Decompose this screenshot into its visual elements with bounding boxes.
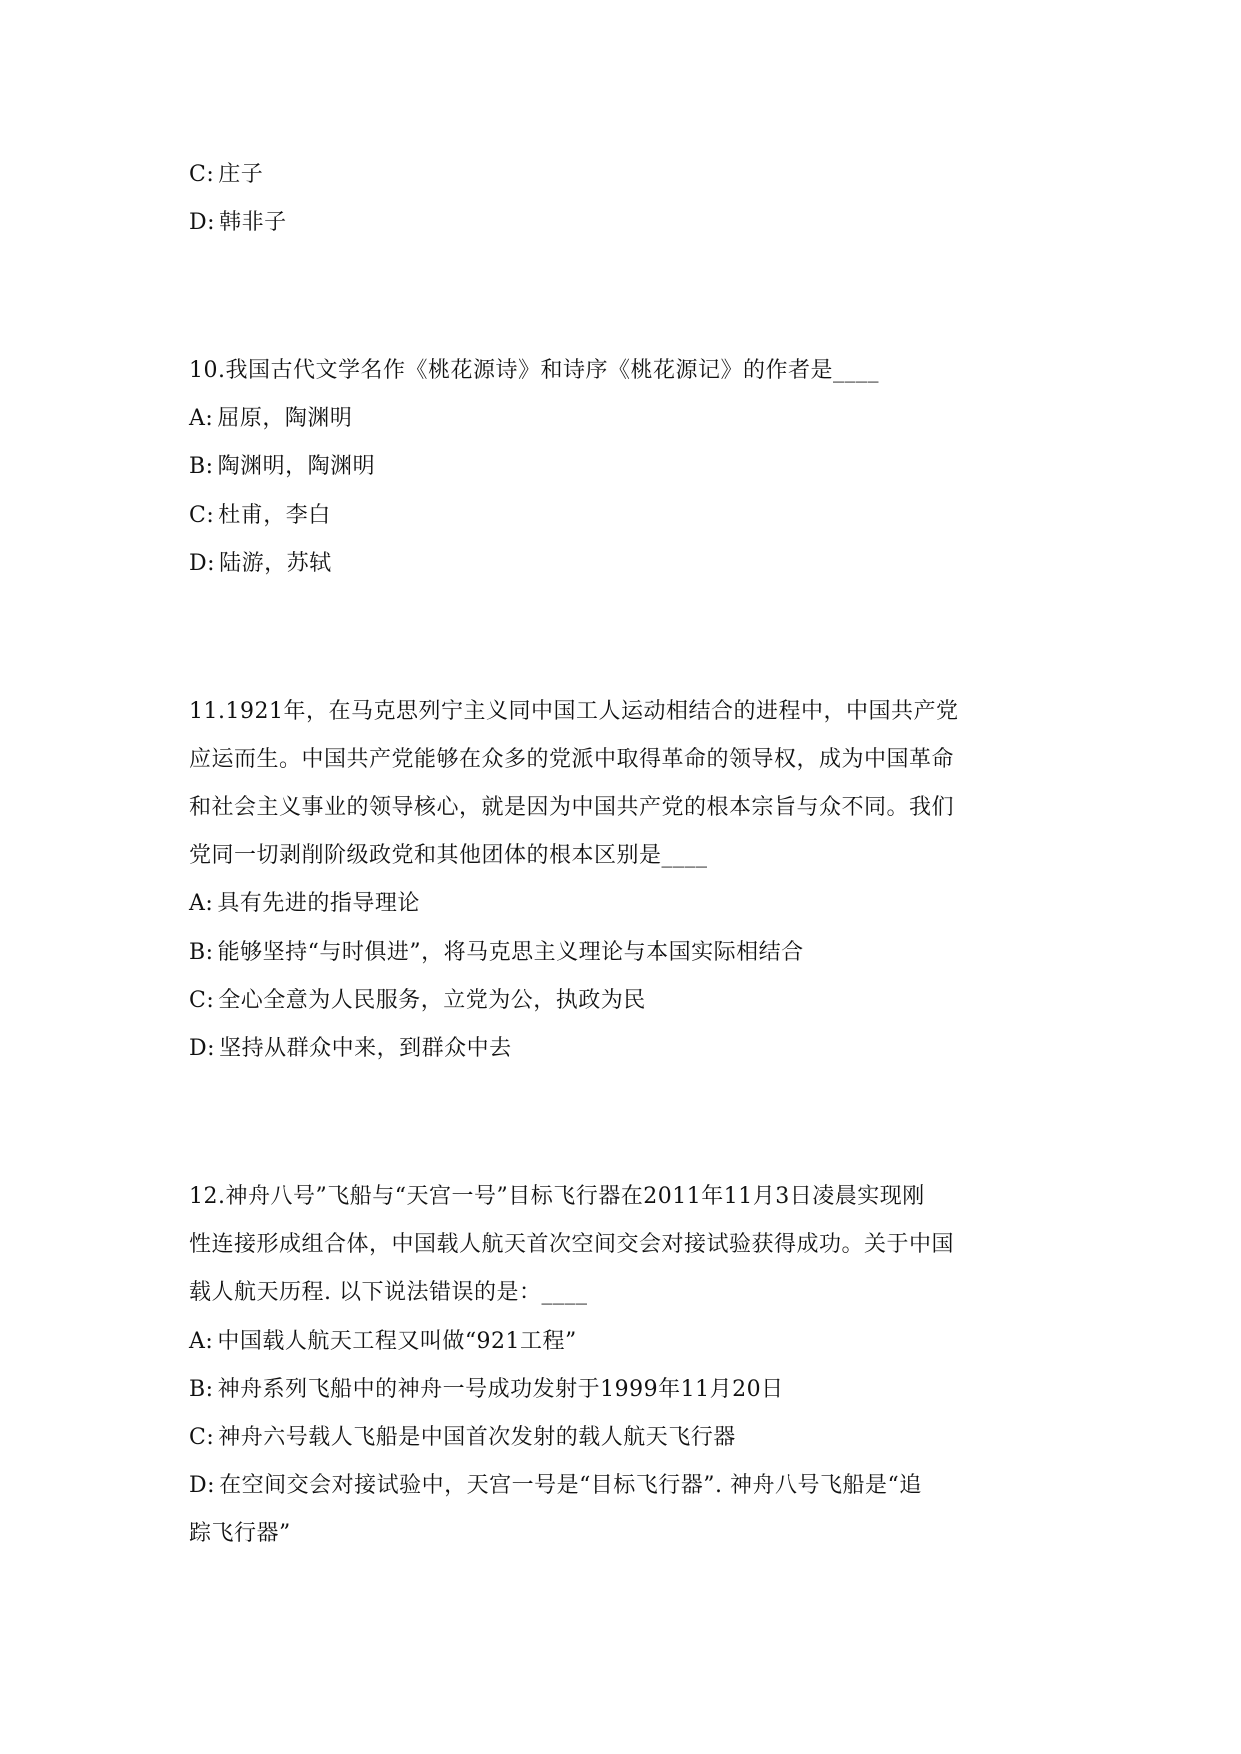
question-stem: 应运而生。中国共产党能够在众多的党派中取得革命的领导权，成为中国革命 <box>189 747 955 772</box>
option-line <box>189 404 352 434</box>
option-line <box>189 986 646 1016</box>
option-letter: A: <box>189 891 214 916</box>
option-letter: D: <box>189 210 216 235</box>
option-letter: D: <box>189 551 216 576</box>
option-line <box>189 938 804 968</box>
option-line <box>189 208 287 238</box>
option-line <box>189 889 420 919</box>
option-line <box>189 549 332 579</box>
option-text: 屈原，陶渊明 <box>217 406 353 431</box>
option-letter: D: <box>189 1473 216 1498</box>
option-text: 神舟六号载人飞船是中国首次发射的载人航天飞行器 <box>218 1425 736 1450</box>
option-text: 具有先进的指导理论 <box>217 891 420 916</box>
option-text: 韩非子 <box>219 210 287 235</box>
option-text: 全心全意为人民服务，立党为公，执政为民 <box>218 988 646 1013</box>
question-stem: 10.我国古代文学名作《桃花源诗》和诗序《桃花源记》的作者是____ <box>189 358 879 383</box>
option-letter: C: <box>189 988 215 1013</box>
option-line <box>189 1327 577 1357</box>
question-stem: 党同一切剥削阶级政党和其他团体的根本区别是____ <box>189 843 708 868</box>
option-text: 在空间交会对接试验中，天宫一号是“目标飞行器”. 神舟八号飞船是“追 <box>219 1473 922 1498</box>
option-text: 神舟系列飞船中的神舟一号成功发射于1999年11月20日 <box>217 1377 784 1402</box>
question-stem: 11.1921年，在马克思列宁主义同中国工人运动相结合的进程中，中国共产党 <box>189 699 959 724</box>
option-text: 能够坚持“与时俱进”，将马克思主义理论与本国实际相结合 <box>217 940 804 965</box>
option-letter: C: <box>189 162 215 187</box>
option-letter: A: <box>189 406 214 431</box>
option-letter: B: <box>189 1377 214 1402</box>
option-letter: C: <box>189 1425 215 1450</box>
option-letter: B: <box>189 940 214 965</box>
option-letter: D: <box>189 1036 216 1061</box>
option-text: 庄子 <box>218 162 264 187</box>
option-line <box>189 160 263 190</box>
option-line <box>189 1471 922 1501</box>
option-line <box>189 1034 512 1064</box>
question-stem: 和社会主义事业的领导核心，就是因为中国共产党的根本宗旨与众不同。我们 <box>189 795 955 820</box>
option-continuation: 踪飞行器” <box>189 1521 291 1546</box>
question-stem: 12.神舟八号”飞船与“天宫一号”目标飞行器在2011年11月3日凌晨实现刚 <box>189 1184 925 1209</box>
option-line <box>189 1423 736 1453</box>
option-line <box>189 501 331 531</box>
option-line <box>189 1375 784 1405</box>
question-stem: 性连接形成组合体，中国载人航天首次空间交会对接试验获得成功。关于中国 <box>189 1232 955 1257</box>
option-text: 陆游，苏轼 <box>219 551 332 576</box>
option-text: 杜甫，李白 <box>218 503 331 528</box>
option-line <box>189 452 375 482</box>
option-text: 中国载人航天工程又叫做“921工程” <box>217 1329 577 1354</box>
option-text: 陶渊明，陶渊明 <box>217 454 376 479</box>
option-text: 坚持从群众中来，到群众中去 <box>219 1036 512 1061</box>
question-stem: 载人航天历程. 以下说法错误的是：____ <box>189 1280 588 1305</box>
option-letter: C: <box>189 503 215 528</box>
option-letter: A: <box>189 1329 214 1354</box>
option-letter: B: <box>189 454 214 479</box>
